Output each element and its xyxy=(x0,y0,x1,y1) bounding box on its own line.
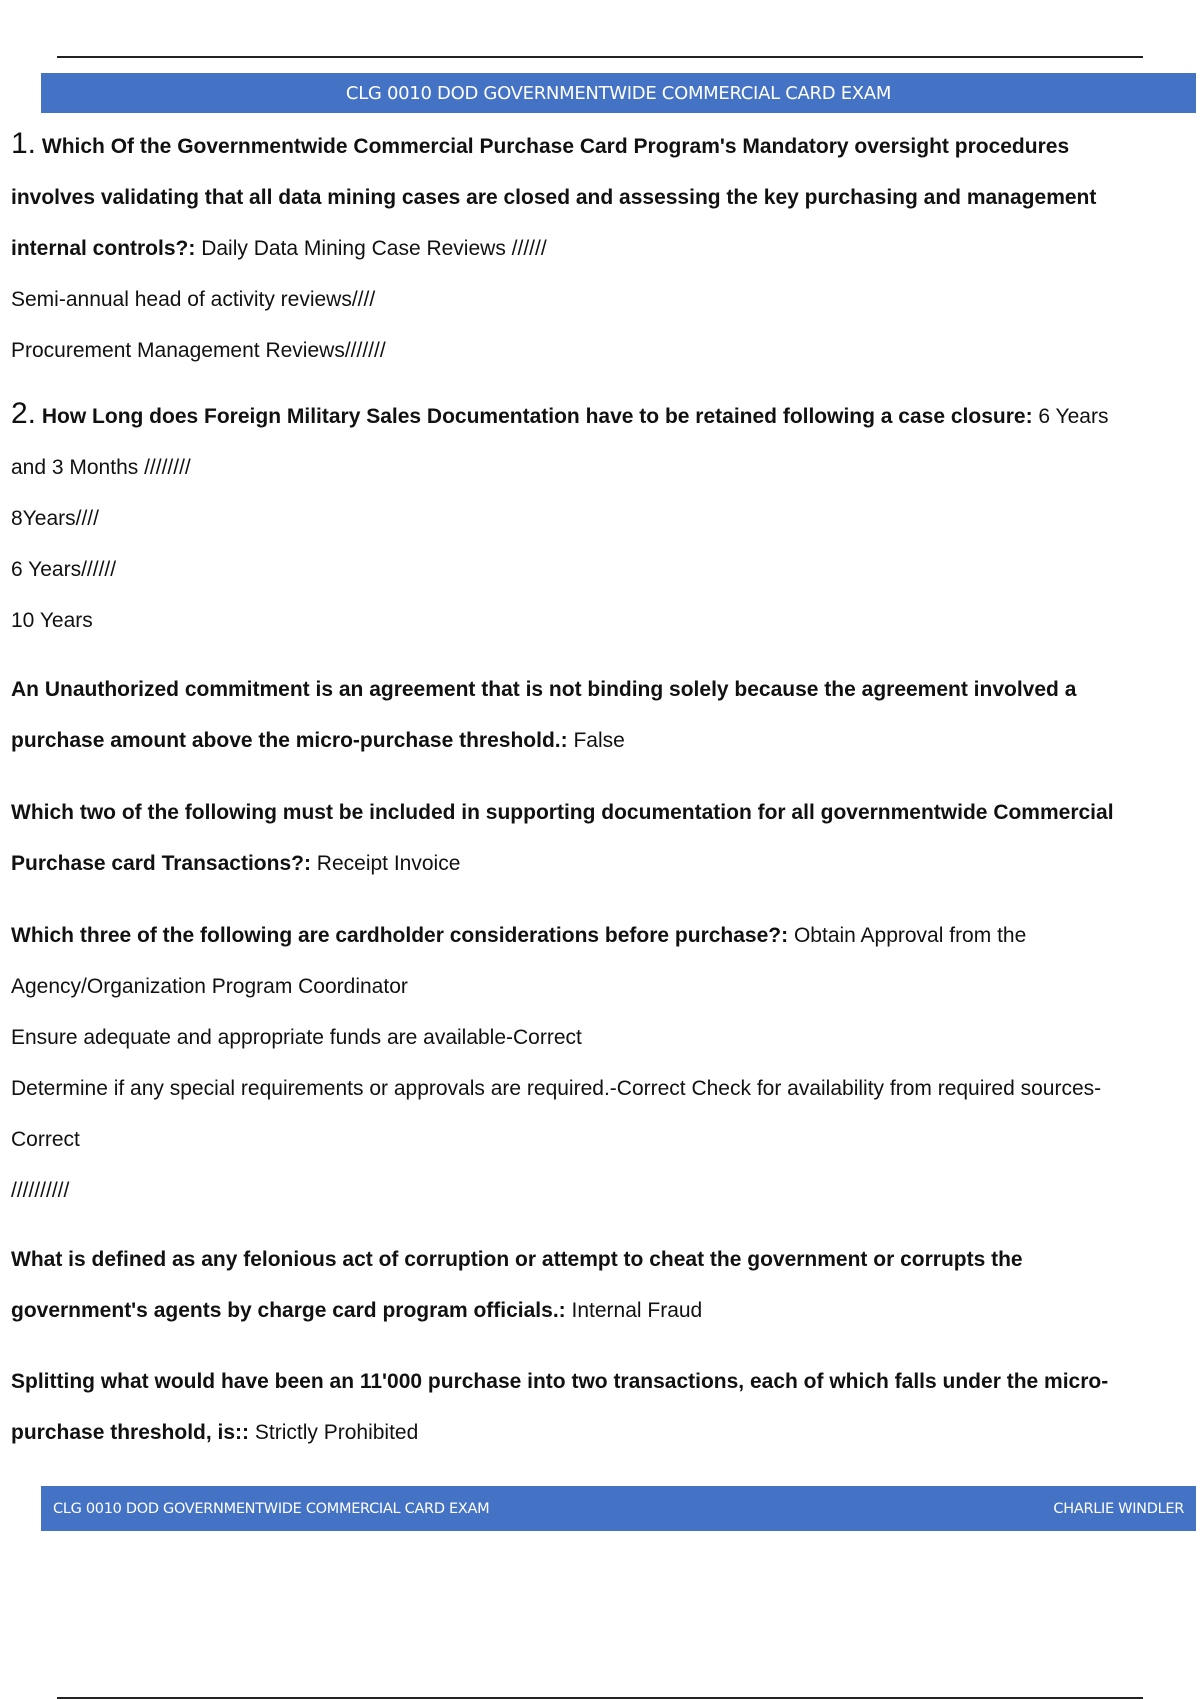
q4-line2 xyxy=(11,838,1191,889)
q5-answer-line: Correct xyxy=(11,1128,80,1151)
q1-text-line3: internal controls?: xyxy=(11,237,196,260)
q4-text-line2: Purchase card Transactions?: xyxy=(11,852,311,875)
q2-option: 6 Years////// xyxy=(11,558,117,581)
q2-answer: 6 Years xyxy=(1038,405,1109,428)
q1-option: Semi-annual head of activity reviews//// xyxy=(11,288,376,311)
q1-text-line2: involves validating that all data mining cases are closed and assessing the key purchasing and management xyxy=(11,186,1097,209)
q7-text-line1: Splitting what would have been an 11'000 purchase into two transactions, each of which falls under the micro- xyxy=(11,1370,1109,1393)
q5-answer-line: ////////// xyxy=(11,1179,70,1202)
q3-line2 xyxy=(11,715,1191,766)
header-title: CLG 0010 DOD GOVERNMENTWIDE COMMERCIAL CARD EXAM xyxy=(345,82,892,104)
q4-text-line1: Which two of the following must be included in supporting documentation for all governmentwide Commercial xyxy=(11,801,1114,824)
q6-text-line2: government's agents by charge card program officials.: xyxy=(11,1299,566,1322)
q1-line3 xyxy=(11,223,1191,274)
q2-option: 8Years//// xyxy=(11,507,99,530)
q6-text-line1: What is defined as any felonious act of corruption or attempt to cheat the government or corrupts the xyxy=(11,1248,1023,1271)
q5-answer-line: Determine if any special requirements or approvals are required.-Correct Check for availability from required sources- xyxy=(11,1077,1102,1100)
footer-author: CHARLIE WINDLER xyxy=(1053,1500,1184,1517)
q3-text-line1: An Unauthorized commitment is an agreement that is not binding solely because the agreement involved a xyxy=(11,678,1077,701)
header-banner xyxy=(41,73,1196,113)
footer-title: CLG 0010 DOD GOVERNMENTWIDE COMMERCIAL CARD EXAM xyxy=(53,1500,490,1517)
bottom-rule xyxy=(57,1697,1143,1699)
q1-option: Procurement Management Reviews/////// xyxy=(11,339,386,362)
q3-text-line2: purchase amount above the micro-purchase threshold.: xyxy=(11,729,568,752)
q7-answer: Strictly Prohibited xyxy=(254,1421,419,1444)
top-rule xyxy=(57,56,1143,58)
q7-line2 xyxy=(11,1407,1191,1458)
footer-banner xyxy=(41,1486,1196,1531)
q5-answer-line: Agency/Organization Program Coordinator xyxy=(11,975,408,998)
q2-number: 2. xyxy=(11,397,37,430)
q5-text: Which three of the following are cardholder considerations before purchase?: xyxy=(11,924,789,947)
q6-line2 xyxy=(11,1285,1191,1336)
q5-line1 xyxy=(11,910,1191,961)
q2-line1 xyxy=(11,388,1191,442)
q1-number: 1. xyxy=(11,127,37,160)
q7-text-line2: purchase threshold, is:: xyxy=(11,1421,250,1444)
q1-answer: Daily Data Mining Case Reviews ////// xyxy=(201,237,547,260)
q6-answer: Internal Fraud xyxy=(571,1299,703,1322)
q4-answer: Receipt Invoice xyxy=(316,852,461,875)
q2-option: 10 Years xyxy=(11,609,93,632)
q2-text: How Long does Foreign Military Sales Documentation have to be retained following a case closure: xyxy=(41,405,1033,428)
q2-answer-cont: and 3 Months //////// xyxy=(11,456,191,479)
exam-content xyxy=(11,118,1191,1458)
q5-answer: Obtain Approval from the xyxy=(793,924,1027,947)
q1-text-line1: Which Of the Governmentwide Commercial Purchase Card Program's Mandatory oversight procedures xyxy=(41,135,1070,158)
q3-answer: False xyxy=(573,729,625,752)
q1-line1 xyxy=(11,118,1191,172)
q5-answer-line: Ensure adequate and appropriate funds are available-Correct xyxy=(11,1026,582,1049)
